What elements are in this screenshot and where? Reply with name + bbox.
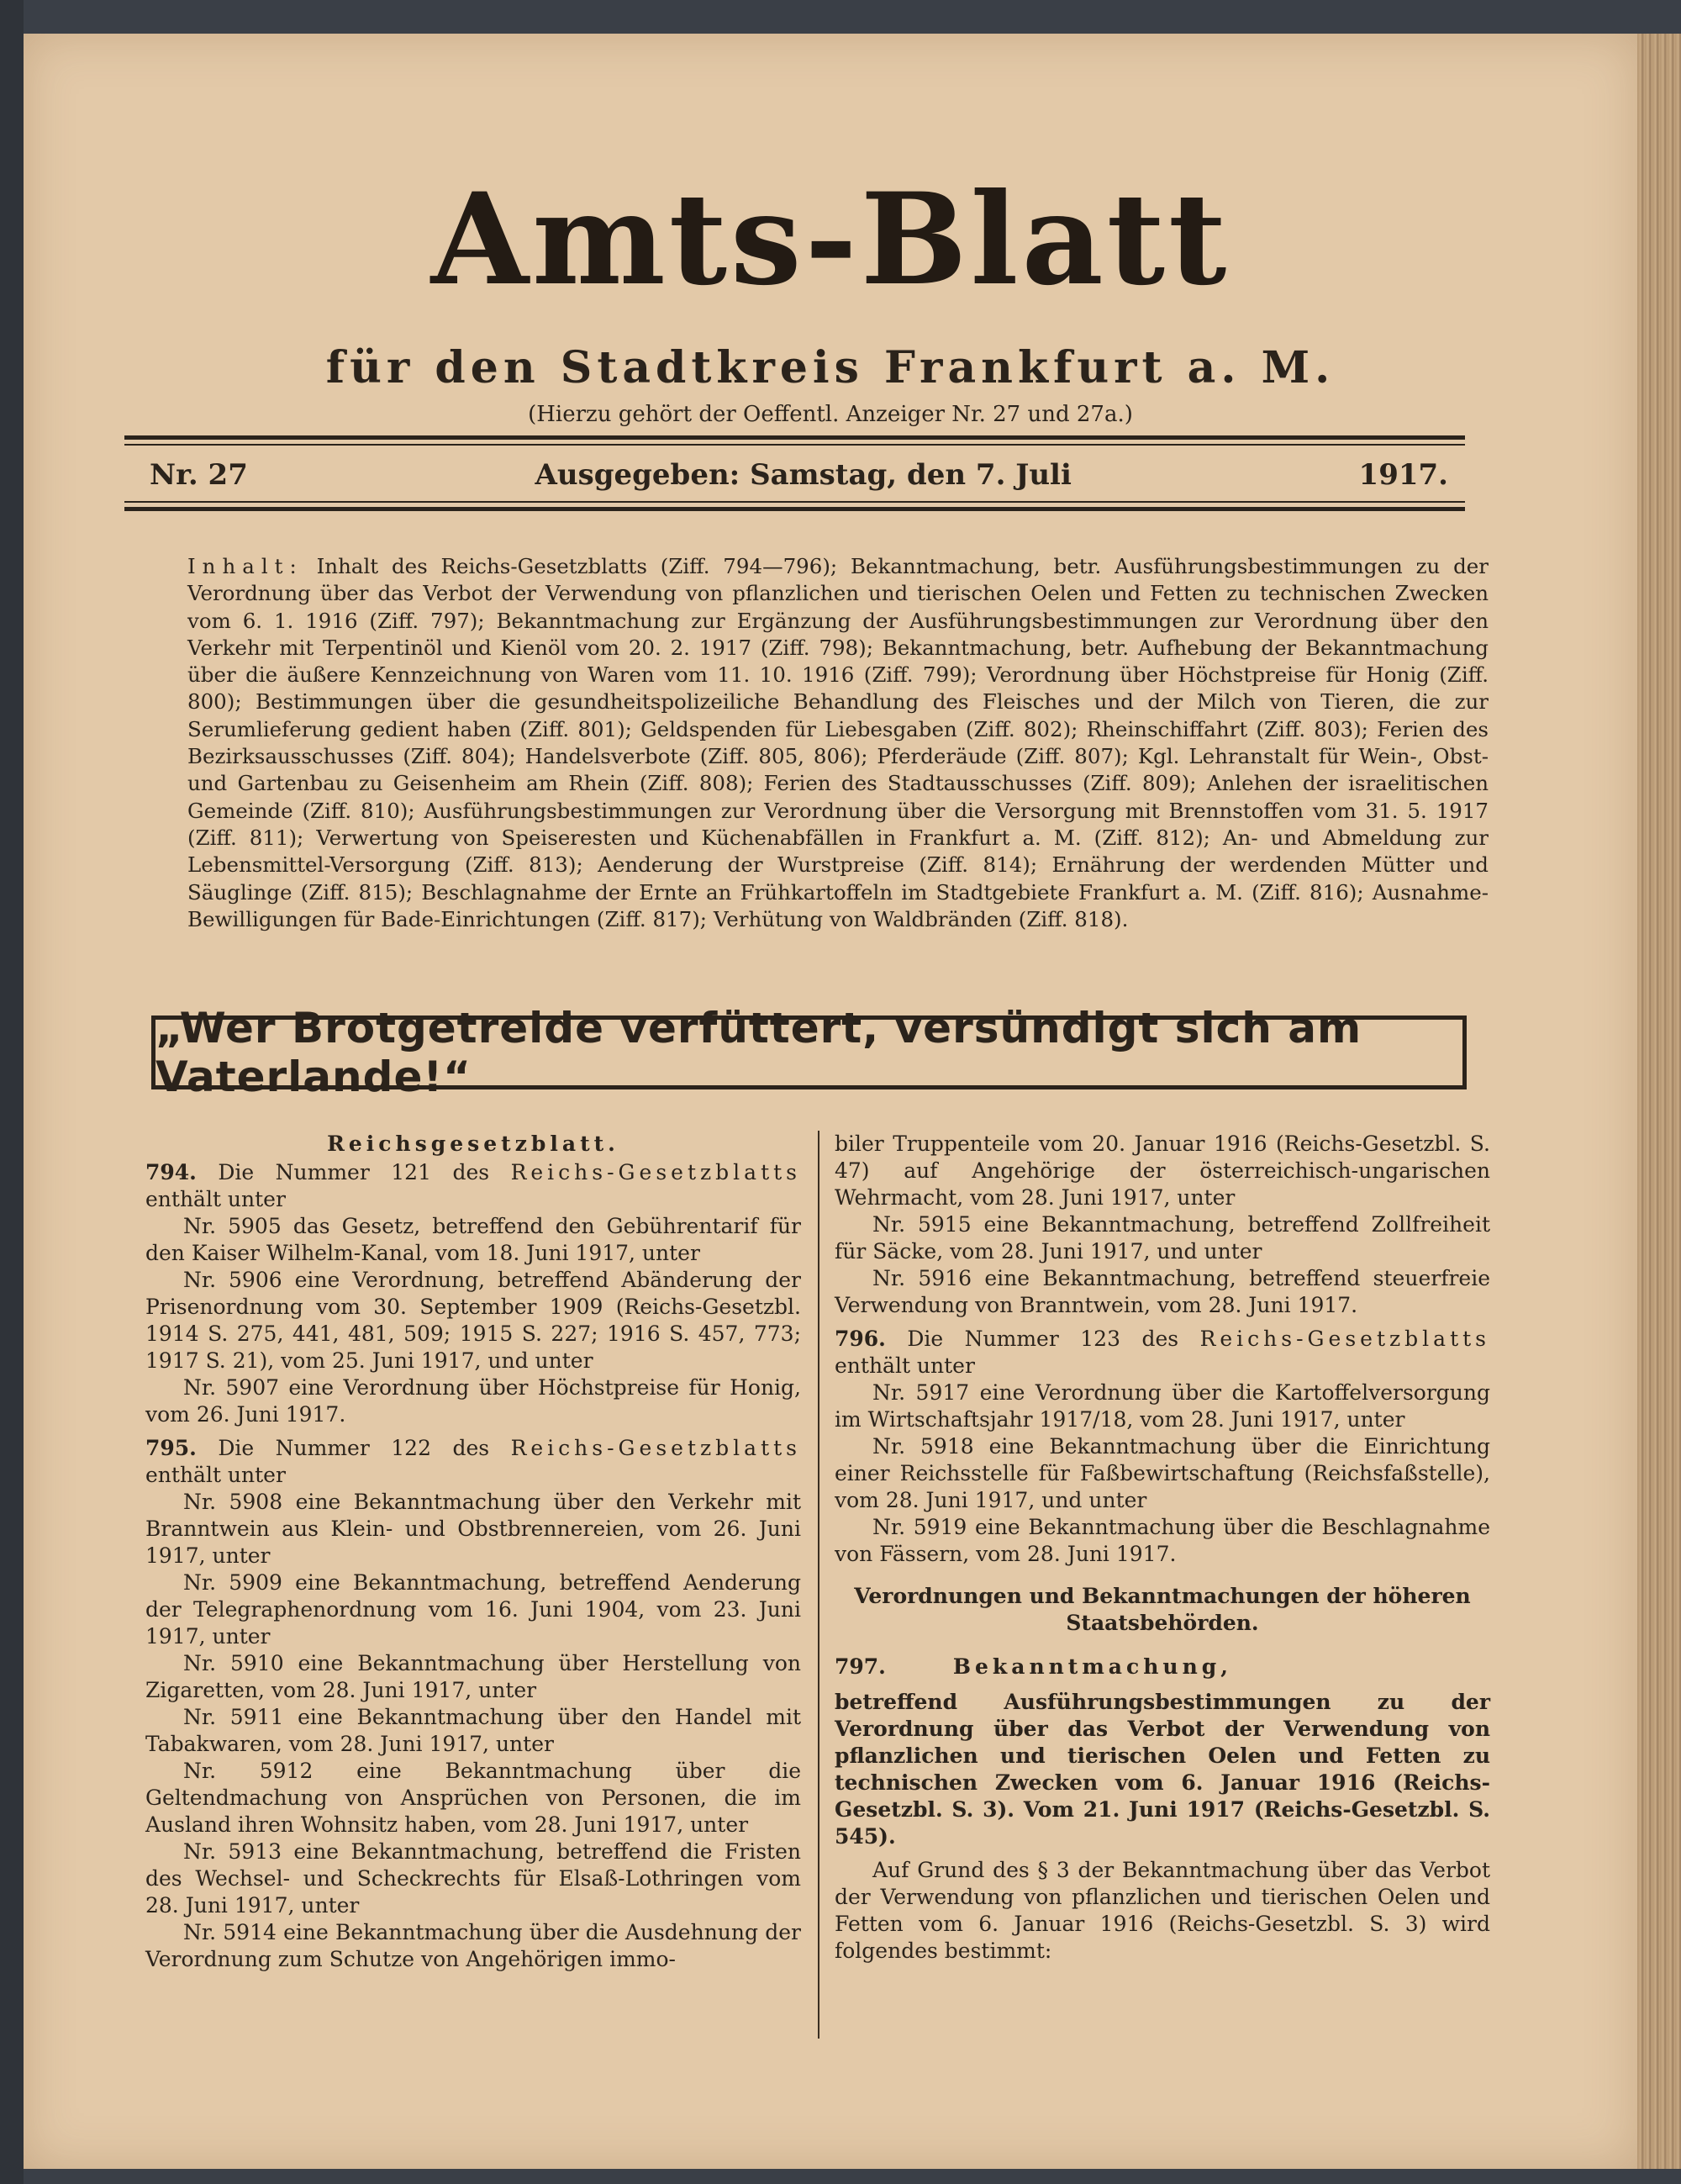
newspaper-page xyxy=(24,34,1637,2169)
heading-line-2: Staatsbehörden. xyxy=(1066,1611,1259,1635)
rule-top-thick xyxy=(124,435,1465,440)
column-divider xyxy=(818,1131,819,2039)
entry-5918: Nr. 5918 eine Bekanntmachung über die Einrichtung einer Reichsstelle für Faßbewirtschaftung (Reichsfaßstelle), vom 28. Juni 1917, und unter xyxy=(835,1434,1490,1512)
contents-lead: Inhalt: xyxy=(187,554,303,578)
entry-5905: Nr. 5905 das Gesetz, betreffend den Gebührentarif für den Kaiser Wilhelm-Kanal, vom 18. Juni 1917, unter xyxy=(145,1214,801,1265)
binding-gutter xyxy=(0,0,24,2184)
item-number: 797. xyxy=(835,1654,886,1679)
page-edges xyxy=(1637,34,1681,2169)
heading-line-1: Verordnungen und Bekanntmachungen der höheren xyxy=(854,1584,1471,1608)
rule-bottom-thin xyxy=(124,501,1465,503)
entry-5914: Nr. 5914 eine Bekanntmachung über die Ausdehnung der Verordnung zum Schutze von Angehörigen immo- xyxy=(145,1920,801,1971)
left-column xyxy=(145,1131,801,1973)
item-number: 795. xyxy=(145,1436,197,1460)
entry-5910: Nr. 5910 eine Bekanntmachung über Herstellung von Zigaretten, vom 28. Juni 1917, unter xyxy=(145,1651,801,1702)
item-796 xyxy=(835,1326,1490,1380)
entry-5913: Nr. 5913 eine Bekanntmachung, betreffend die Fristen des Wechsel- und Scheckrechts für Elsaß-Lothringen vom 28. Juni 1917, unter xyxy=(145,1839,801,1918)
item-text: enthält unter xyxy=(835,1353,975,1378)
entry-5909: Nr. 5909 eine Bekanntmachung, betreffend Aenderung der Telegraphenordnung vom 16. Juni 1904, vom 23. Juni 1917, unter xyxy=(145,1570,801,1649)
entry-5907: Nr. 5907 eine Verordnung über Höchstpreise für Honig, vom 26. Juni 1917. xyxy=(145,1375,801,1427)
item-text: Die Nummer 123 des xyxy=(907,1327,1179,1351)
announcement-title: Bekanntmachung, xyxy=(952,1654,1232,1679)
issue-line xyxy=(150,458,1448,492)
issue-date: Ausgegeben: Samstag, den 7. Juli xyxy=(535,458,1072,492)
entry-5916: Nr. 5916 eine Bekanntmachung, betreffend steuerfreie Verwendung von Branntwein, vom 28. Juni 1917. xyxy=(835,1266,1490,1317)
table-of-contents xyxy=(187,553,1489,933)
entry-5915: Nr. 5915 eine Bekanntmachung, betreffend Zollfreiheit für Säcke, vom 28. Juni 1917, und unter xyxy=(835,1212,1490,1263)
entry-5914-continued: biler Truppenteile vom 20. Januar 1916 (Reichs-Gesetzbl. S. 47) auf Angehörige der österreichisch-ungarischen Wehrmacht, vom 28. Juni 1917, unter xyxy=(835,1132,1490,1210)
entry-5912: Nr. 5912 eine Bekanntmachung über die Geltendmachung von Ansprüchen von Personen, die im Ausland ihren Wohnsitz haben, vom 28. Juni 1917, unter xyxy=(145,1759,801,1837)
section-heading-reichsgesetzblatt: Reichsgesetzblatt. xyxy=(327,1132,619,1156)
contents-text: Inhalt des Reichs-Gesetzblatts (Ziff. 794—796); Bekanntmachung, betr. Ausführungsbestimmungen zu der Verordnung über das Verbot der Verwendung von pflanzlichen und tierischen Oelen und Fetten zu technischen Zwecken vom 6. 1. 1916 (Ziff. 797); Bekanntmachung zur Ergänzung der Ausführungsbestimmungen zur Verordnung über den Verkehr mit Terpentinöl und Kienöl vom 20. 2. 1917 (Ziff. 798); Bekanntmachung, betr. Aufhebung der Bekanntmachung über die äußere Kennzeichnung von Waren vom 11. 10. 1916 (Ziff. 799); Verordnung über Höchstpreise für Honig (Ziff. 800); Bestimmungen über die gesundheitspolizeiliche Behandlung des Fleisches und der Milch von Tieren, die zur Serumlieferung gedient haben (Ziff. 801); Geldspenden für Liebesgaben (Ziff. 802); Rheinschiffahrt (Ziff. 803); Ferien des Bezirksausschusses (Ziff. 804); Handelsverbote (Ziff. 805, 806); Pferderäude (Ziff. 807); Kgl. Lehranstalt für Wein-, Obst- und Gartenbau zu Geisenheim am Rhein (Ziff. 808); Ferien des Stadtausschusses (Ziff. 809); Anlehen der israelitischen Gemeinde (Ziff. 810); Ausführungsbestimmungen zur Verordnung über die Versorgung mit Brennstoffen vom 31. 5. 1917 (Ziff. 811); Verwertung von Speiseresten und Küchenabfällen in Frankfurt a. M. (Ziff. 812); An- und Abmeldung zur Lebensmittel-Versorgung (Ziff. 813); Aenderung der Wurstpreise (Ziff. 814); Ernährung der werdenden Mütter und Säuglinge (Ziff. 815); Beschlagnahme der Ernte an Frühkartoffeln im Stadtgebiete Frankfurt a. M. (Ziff. 816); Ausnahme-Bewilligungen für Bade-Einrichtungen (Ziff. 817); Verhütung von Waldbränden (Ziff. 818). xyxy=(187,554,1489,931)
item-gazette: Reichs-Gesetzblatts xyxy=(1199,1327,1490,1351)
issue-number: Nr. 27 xyxy=(150,458,248,492)
item-gazette: Reichs-Gesetzblatts xyxy=(510,1436,801,1460)
item-gazette: Reichs-Gesetzblatts xyxy=(510,1160,801,1184)
item-text: enthält unter xyxy=(145,1463,286,1487)
item-797-description: betreffend Ausführungsbestimmungen zu der Verordnung über das Verbot der Verwendung von pflanzlichen und tierischen Oelen und Fetten zu technischen Zwecken vom 6. Januar 1916 (Reichs-Gesetzbl. S. 3). Vom 21. Juni 1917 (Reichs-Gesetzbl. S. 545). xyxy=(835,1690,1490,1849)
entry-5911: Nr. 5911 eine Bekanntmachung über den Handel mit Tabakwaren, vom 28. Juni 1917, unter xyxy=(145,1705,801,1756)
rule-bottom-thick xyxy=(124,507,1465,511)
entry-5906: Nr. 5906 eine Verordnung, betreffend Abänderung der Prisenordnung vom 30. September 1909 (Reichs-Gesetzbl. 1914 S. 275, 441, 481, 509; 1915 S. 227; 1916 S. 457, 773; 1917 S. 21), vom 25. Juni 1917, und unter xyxy=(145,1268,801,1373)
right-column xyxy=(835,1131,1490,1965)
item-797-title xyxy=(835,1654,1490,1680)
item-797-body: Auf Grund des § 3 der Bekanntmachung über das Verbot der Verwendung von pflanzlichen und tierischen Oelen und Fetten vom 6. Januar 1916 (Reichs-Gesetzbl. S. 3) wird folgendes bestimmt: xyxy=(835,1858,1490,1963)
item-text: Die Nummer 121 des xyxy=(218,1160,490,1184)
entry-5917: Nr. 5917 eine Verordnung über die Kartoffelversorgung im Wirtschaftsjahr 1917/18, vom 28. Juni 1917, unter xyxy=(835,1380,1490,1432)
rule-top-thin xyxy=(124,444,1465,446)
item-text: enthält unter xyxy=(145,1187,286,1211)
slogan-box xyxy=(151,1004,1467,1101)
masthead-subtitle: für den Stadtkreis Frankfurt a. M. xyxy=(325,342,1336,393)
entry-5919: Nr. 5919 eine Bekanntmachung über die Beschlagnahme von Fässern, vom 28. Juni 1917. xyxy=(835,1515,1490,1566)
section-heading-authorities xyxy=(835,1583,1490,1637)
item-795 xyxy=(145,1435,801,1489)
masthead-note: (Hierzu gehört der Oeffentl. Anzeiger Nr. 27 und 27a.) xyxy=(528,402,1133,427)
item-794 xyxy=(145,1159,801,1213)
slogan-text: „Wer Brotgetreide verfüttert, versündigt sich am Vaterlande!“ xyxy=(155,1004,1362,1101)
entry-5908: Nr. 5908 eine Bekanntmachung über den Verkehr mit Branntwein aus Klein- und Obstbrennereien, vom 26. Juni 1917, unter xyxy=(145,1490,801,1568)
item-number: 794. xyxy=(145,1160,197,1184)
item-text: Die Nummer 122 des xyxy=(218,1436,490,1460)
masthead-title: Amts-Blatt xyxy=(430,166,1230,314)
item-number: 796. xyxy=(835,1327,886,1351)
issue-year: 1917. xyxy=(1358,458,1448,492)
